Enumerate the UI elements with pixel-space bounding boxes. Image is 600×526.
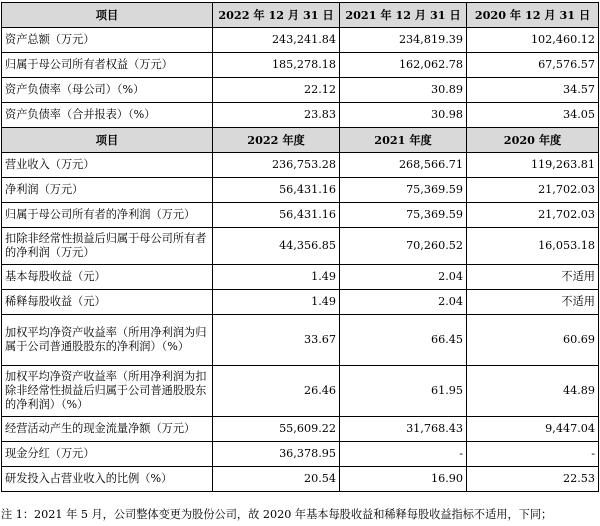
row-label: 营业收入（万元）: [2, 153, 213, 178]
table-row: [2, 315, 599, 366]
value-2021: 31,768.43: [340, 417, 467, 442]
value-2021: 30.89: [340, 78, 467, 103]
header-2022: 2022 年 12 月 31 日: [213, 3, 340, 28]
table-row: [2, 228, 599, 265]
header-item: 项目: [2, 3, 213, 28]
value-2020: 21,702.03: [467, 178, 599, 203]
value-2021: -: [340, 442, 467, 467]
value-2021: 61.95: [340, 366, 467, 417]
table-row: [2, 467, 599, 492]
value-2022: 44,356.85: [213, 228, 340, 265]
table-row: [2, 78, 599, 103]
value-2021: 16.90: [340, 467, 467, 492]
header-2021: 2021 年 12 月 31 日: [340, 3, 467, 28]
value-2020: 不适用: [467, 265, 599, 290]
row-label: 资产负债率（母公司）（%）: [2, 78, 213, 103]
value-2022: 243,241.84: [213, 28, 340, 53]
value-2021: 2.04: [340, 290, 467, 315]
value-2021: 66.45: [340, 315, 467, 366]
value-2022: 22.12: [213, 78, 340, 103]
value-2020: 22.53: [467, 467, 599, 492]
value-2022: 23.83: [213, 103, 340, 128]
table-row: [2, 366, 599, 417]
row-label: 现金分红（万元）: [2, 442, 213, 467]
value-2020: 21,702.03: [467, 203, 599, 228]
row-label: 研发投入占营业收入的比例（%）: [2, 467, 213, 492]
table-row: [2, 103, 599, 128]
header-item: 项目: [2, 128, 213, 153]
value-2021: 234,819.39: [340, 28, 467, 53]
value-2020: 60.69: [467, 315, 599, 366]
value-2021: 2.04: [340, 265, 467, 290]
value-2021: 162,062.78: [340, 53, 467, 78]
table-row: [2, 203, 599, 228]
value-2021: 75,369.59: [340, 203, 467, 228]
row-label: 资产负债率（合并报表）（%）: [2, 103, 213, 128]
value-2020: 34.57: [467, 78, 599, 103]
income-header-row: [2, 128, 599, 153]
table-row: [2, 53, 599, 78]
financial-indicators-table: [1, 2, 599, 492]
row-label: 稀释每股收益（元）: [2, 290, 213, 315]
row-label: 加权平均净资产收益率（所用净利润为归属于公司普通股股东的净利润）（%）: [2, 315, 213, 366]
value-2022: 56,431.16: [213, 203, 340, 228]
row-label: 净利润（万元）: [2, 178, 213, 203]
value-2021: 70,260.52: [340, 228, 467, 265]
value-2022: 33.67: [213, 315, 340, 366]
row-label: 归属于母公司所有者权益（万元）: [2, 53, 213, 78]
table-row: [2, 153, 599, 178]
value-2022: 26.46: [213, 366, 340, 417]
row-label: 经营活动产生的现金流量净额（万元）: [2, 417, 213, 442]
value-2022: 20.54: [213, 467, 340, 492]
row-label: 资产总额（万元）: [2, 28, 213, 53]
value-2022: 36,378.95: [213, 442, 340, 467]
value-2020: 44.89: [467, 366, 599, 417]
header-2020: 2020 年 12 月 31 日: [467, 3, 599, 28]
value-2020: 102,460.12: [467, 28, 599, 53]
value-2020: 9,447.04: [467, 417, 599, 442]
value-2021: 30.98: [340, 103, 467, 128]
value-2022: 185,278.18: [213, 53, 340, 78]
row-label: 加权平均净资产收益率（所用净利润为扣除非经常性损益后归属于公司普通股股东的净利润）（%）: [2, 366, 213, 417]
table-row: [2, 178, 599, 203]
value-2021: 268,566.71: [340, 153, 467, 178]
header-2021: 2021 年度: [340, 128, 467, 153]
value-2020: -: [467, 442, 599, 467]
table-row: [2, 417, 599, 442]
value-2020: 不适用: [467, 290, 599, 315]
value-2020: 119,263.81: [467, 153, 599, 178]
value-2022: 236,753.28: [213, 153, 340, 178]
value-2022: 55,609.22: [213, 417, 340, 442]
row-label: 归属于母公司所有者的净利润（万元）: [2, 203, 213, 228]
value-2020: 16,053.18: [467, 228, 599, 265]
value-2022: 1.49: [213, 290, 340, 315]
row-label: 扣除非经常性损益后归属于母公司所有者的净利润（万元）: [2, 228, 213, 265]
table-row: [2, 290, 599, 315]
header-2022: 2022 年度: [213, 128, 340, 153]
balance-header-row: [2, 3, 599, 28]
value-2022: 1.49: [213, 265, 340, 290]
table-row: [2, 28, 599, 53]
row-label: 基本每股收益（元）: [2, 265, 213, 290]
table-row: [2, 265, 599, 290]
footnote: 注 1：2021 年 5 月，公司整体变更为股份公司，故 2020 年基本每股收益和稀释每股收益指标不适用，下同；: [1, 508, 553, 521]
value-2020: 34.05: [467, 103, 599, 128]
value-2020: 67,576.57: [467, 53, 599, 78]
table-row: [2, 442, 599, 467]
value-2021: 75,369.59: [340, 178, 467, 203]
value-2022: 56,431.16: [213, 178, 340, 203]
header-2020: 2020 年度: [467, 128, 599, 153]
